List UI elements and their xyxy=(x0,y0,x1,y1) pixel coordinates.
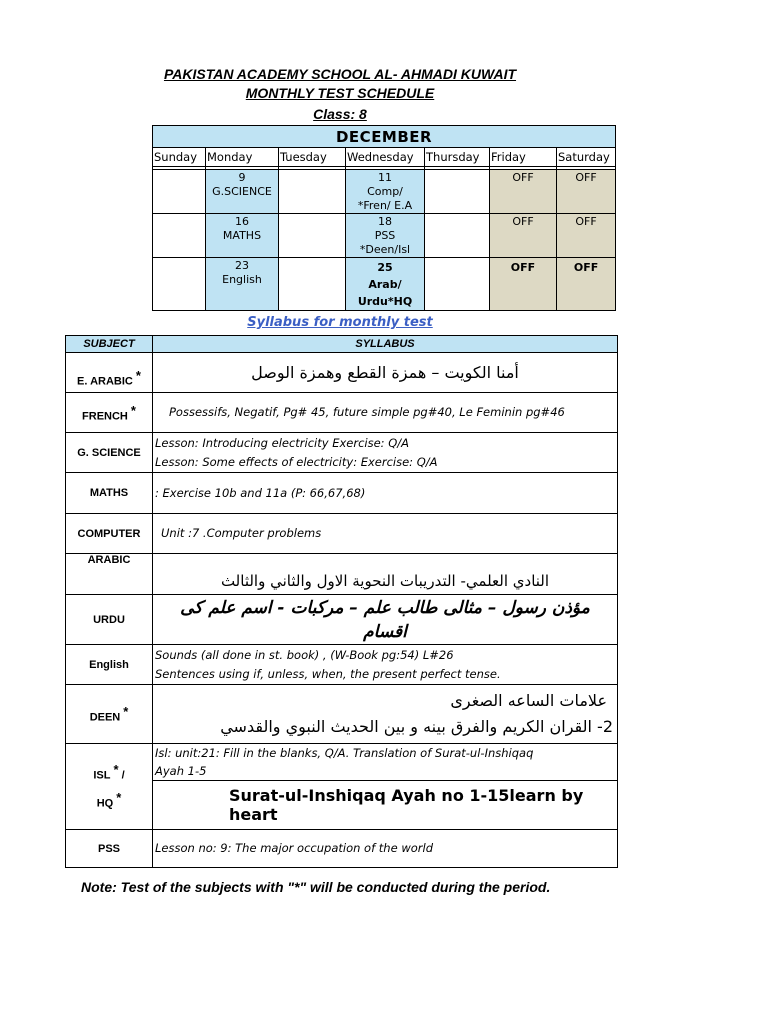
calendar-cell-off: OFF xyxy=(557,170,616,214)
calendar-table xyxy=(152,125,616,311)
week-row xyxy=(153,170,616,214)
syllabus-text: مؤذن رسول – مثالی طالب علم – مرکبات - اسم علم کی اقسام xyxy=(153,595,618,645)
day-monday: Monday xyxy=(206,148,279,167)
day-sunday: Sunday xyxy=(153,148,206,167)
subject-label: PSS xyxy=(66,830,153,868)
syllabus-text: Lesson: Introducing electricity Exercise: Q/A Lesson: Some effects of electricity: Exercise: Q/A xyxy=(153,433,618,473)
syllabus-row xyxy=(66,595,618,645)
syllabus-text: النادي العلمي- التدريبات النحوية الاول والثاني والثالث xyxy=(153,554,618,595)
day-saturday: Saturday xyxy=(557,148,616,167)
day-friday: Friday xyxy=(490,148,557,167)
syllabus-text: علامات الساعه الصغرى 2- القران الكريم والفرق بينه و بين الحديث النبوي والقدسي xyxy=(153,685,618,744)
syllabus-row xyxy=(66,645,618,685)
syllabus-row xyxy=(66,433,618,473)
class-label: Class: 8 xyxy=(313,106,367,122)
syllabus-text: Sounds (all done in st. book) , (W-Book pg:54) L#26 Sentences using if, unless, when, the present perfect tense. xyxy=(153,645,618,685)
syllabus-row xyxy=(66,473,618,514)
syllabus-row: FRENCH * Possessifs, Negatif, Pg# 45, future simple pg#40, Le Feminin pg#46 xyxy=(66,393,618,433)
subject-label: URDU xyxy=(66,595,153,645)
month-header: DECEMBER xyxy=(153,126,616,148)
calendar-cell-23: 23 English xyxy=(206,258,279,311)
syllabus-text: Lesson no: 9: The major occupation of the world xyxy=(153,830,618,868)
subject-label: E. ARABIC xyxy=(77,376,133,388)
day-tuesday: Tuesday xyxy=(279,148,346,167)
calendar-cell-off: OFF xyxy=(557,258,616,311)
syllabus-row: E. ARABIC * أمنا الكويت – همزة القطع وهمزة الوصل xyxy=(66,353,618,393)
calendar-cell-18: 18 PSS *Deen/Isl xyxy=(346,214,425,258)
calendar-cell-off: OFF xyxy=(490,170,557,214)
syllabus-title: Syllabus for monthly test xyxy=(247,315,433,330)
calendar-cell-off: OFF xyxy=(557,214,616,258)
syllabus-row xyxy=(66,554,618,595)
calendar-cell-9: 9 G.SCIENCE xyxy=(206,170,279,214)
hq-syllabus: Surat-ul-Inshiqaq Ayah no 1-15learn by heart xyxy=(153,780,617,829)
col-subject-header: SUBJECT xyxy=(66,336,153,353)
calendar-cell-16: 16 MATHS xyxy=(206,214,279,258)
syllabus-row: ISL * / HQ * Isl: unit:21: Fill in the blanks, Q/A. Translation of Surat-ul-Inshiqaq Ayah 1-5 Surat-ul-Inshiqaq Ayah no 1-15learn by heart xyxy=(66,744,618,830)
calendar-cell-11: 11 Comp/ *Fren/ E.A xyxy=(346,170,425,214)
syllabus-text: Isl: unit:21: Fill in the blanks, Q/A. Translation of Surat-ul-Inshiqaq Ayah 1-5 Surat-ul-Inshiqaq Ayah no 1-15learn by heart xyxy=(153,744,618,830)
syllabus-table xyxy=(65,335,618,868)
subject-label: English xyxy=(66,645,153,685)
calendar-cell-off: OFF xyxy=(490,214,557,258)
subject-label: G. SCIENCE xyxy=(66,433,153,473)
subject-label: COMPUTER xyxy=(66,514,153,554)
day-thursday: Thursday xyxy=(425,148,490,167)
syllabus-row: DEEN * علامات الساعه الصغرى 2- القران الكريم والفرق بينه و بين الحديث النبوي والقدسي xyxy=(66,685,618,744)
calendar-cell-25: 25 Arab/ Urdu*HQ xyxy=(346,258,425,311)
calendar-cell-off: OFF xyxy=(490,258,557,311)
week-row xyxy=(153,258,616,311)
week-row xyxy=(153,214,616,258)
subject-label: DEEN xyxy=(89,711,121,724)
day-wednesday: Wednesday xyxy=(346,148,425,167)
subject-label: ARABIC xyxy=(66,554,153,595)
syllabus-text: : Exercise 10b and 11a (P: 66,67,68) xyxy=(153,473,618,514)
syllabus-row xyxy=(66,830,618,868)
col-syllabus-header: SYLLABUS xyxy=(153,336,618,353)
schedule-title: MONTHLY TEST SCHEDULE xyxy=(245,85,435,101)
subject-label: FRENCH xyxy=(82,410,128,423)
syllabus-text: أمنا الكويت – همزة القطع وهمزة الوصل xyxy=(153,353,618,393)
syllabus-row xyxy=(66,514,618,554)
syllabus-text: Unit :7 .Computer problems xyxy=(153,514,618,554)
subject-label: HQ xyxy=(96,797,114,810)
syllabus-header-row xyxy=(66,336,618,353)
subject-label: MATHS xyxy=(66,473,153,514)
note-text: Note: Test of the subjects with "*" will be conducted during the period. xyxy=(81,879,551,895)
weekday-header-row xyxy=(153,148,616,167)
school-name: PAKISTAN ACADEMY SCHOOL AL- AHMADI KUWAIT xyxy=(163,66,517,82)
syllabus-text: Possessifs, Negatif, Pg# 45, future simple pg#40, Le Feminin pg#46 xyxy=(153,393,618,433)
subject-label: ISL xyxy=(93,769,111,782)
